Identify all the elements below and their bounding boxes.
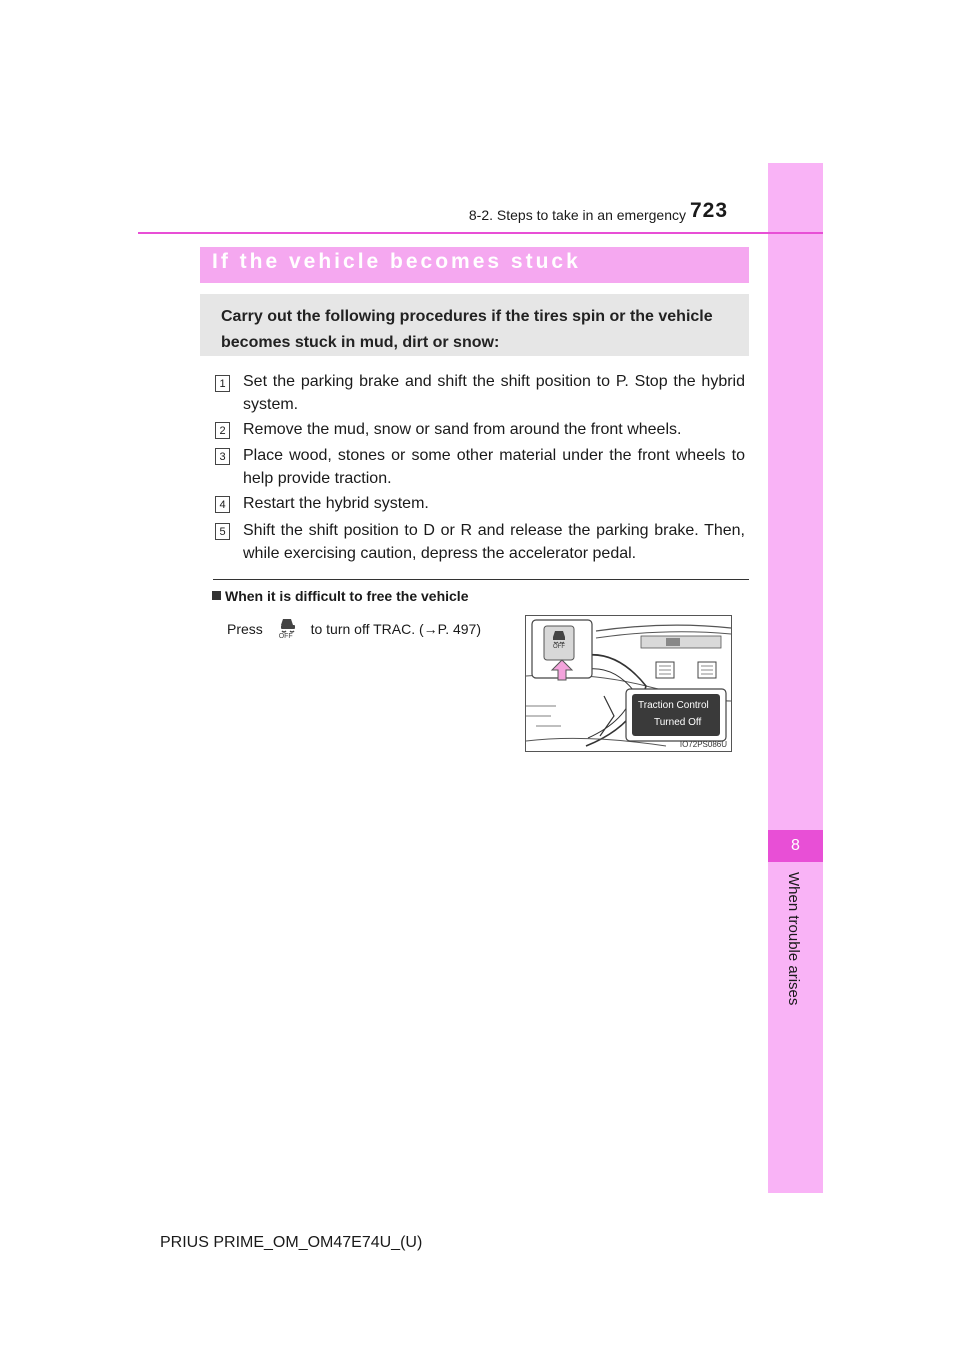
press-prefix: Press [227, 621, 263, 637]
intro-text: Carry out the following procedures if the tires spin or the vehicle becomes stuck in mud, dirt or snow: [221, 308, 713, 351]
bullet-square-icon [212, 591, 221, 600]
step-text: Restart the hybrid system. [243, 495, 429, 512]
section-title: 8-2. Steps to take in an emergency [468, 207, 686, 223]
vsc-off-label: OFF [278, 633, 293, 641]
step-number: 2 [215, 422, 230, 439]
press-suffix: to turn off TRAC. (→P. 497) [310, 621, 481, 637]
note-heading-text: When it is difficult to free the vehicle [225, 588, 469, 604]
step-number: 3 [215, 448, 230, 465]
step-number: 1 [215, 375, 230, 392]
step-number: 5 [215, 523, 230, 540]
press-line [227, 621, 481, 639]
figure-button-label: OFF [553, 644, 565, 650]
note-heading [212, 588, 468, 604]
divider [213, 579, 749, 580]
dashboard-illustration [526, 616, 732, 752]
vsc-off-icon [267, 621, 307, 639]
step-number: 4 [215, 496, 230, 513]
step-text: Set the parking brake and shift the shift position to P. Stop the hybrid system. [243, 373, 745, 413]
step-text: Remove the mud, snow or sand from around the front wheels. [243, 421, 682, 438]
chapter-number: 8 [768, 830, 823, 862]
page-title: If the vehicle becomes stuck [212, 250, 581, 273]
step-text: Place wood, stones or some other material under the front wheels to help provide traction. [243, 447, 745, 487]
display-line2: Turned Off [654, 717, 702, 728]
step-text: Shift the shift position to D or R and release the parking brake. Then, while exercising caution, depress the accelerator pedal. [243, 522, 745, 562]
display-line1: Traction Control [638, 700, 709, 711]
page-number: 723 [690, 199, 729, 222]
footer-code: PRIUS PRIME_OM_OM47E74U_(U) [160, 1234, 423, 1251]
chapter-title [772, 872, 802, 902]
figure-code: IO72PS086U [679, 740, 727, 749]
header-rule [138, 232, 823, 234]
dashboard-figure [525, 615, 732, 752]
side-tab [768, 163, 823, 1193]
